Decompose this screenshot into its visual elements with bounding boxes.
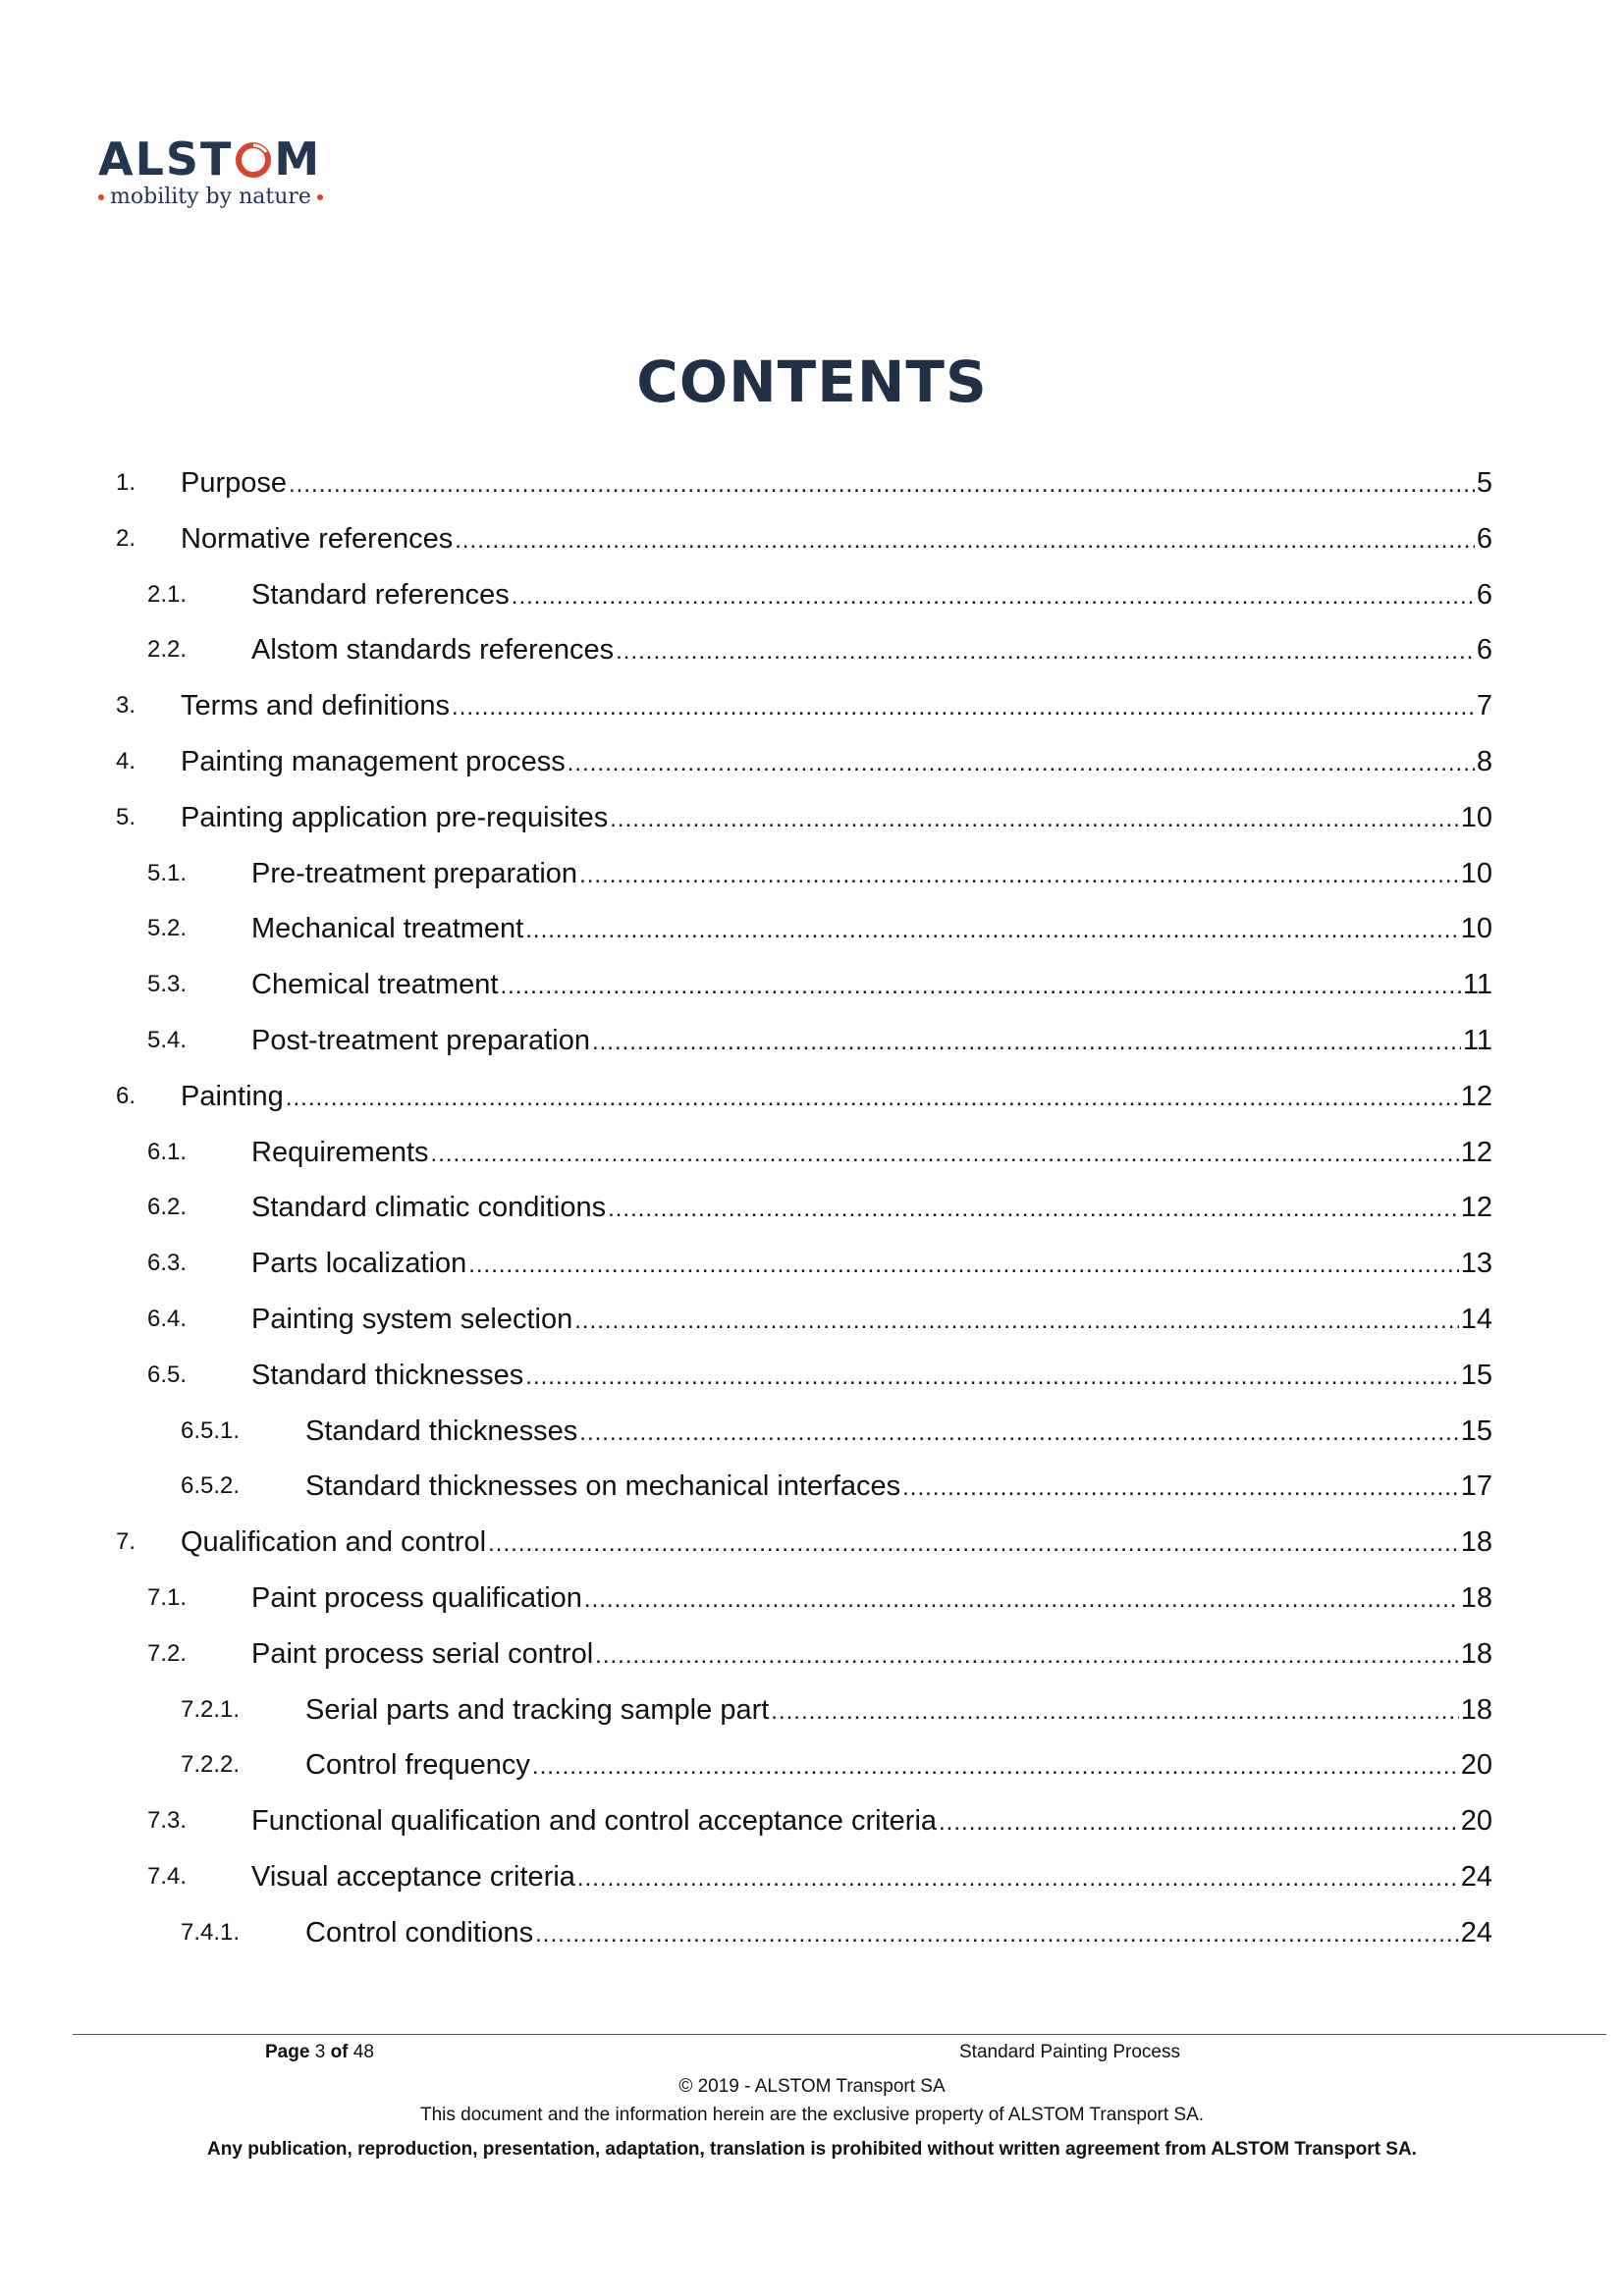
toc-entry-title: Purpose [181, 467, 288, 499]
toc-dot-leader [488, 1524, 1459, 1564]
toc-entry[interactable] [147, 1578, 1492, 1618]
toc-entry-title: Painting system selection [251, 1304, 573, 1335]
toc-entry-page: 11 [1462, 969, 1492, 1001]
toc-entry-number: 2.2. [147, 636, 188, 664]
logo-swirl-icon [234, 139, 273, 179]
toc-entry-title: Qualification and control [181, 1526, 487, 1559]
toc-dot-leader [592, 1023, 1461, 1062]
toc-entry-title: Requirements [251, 1136, 429, 1168]
toc-entry-number: 7.2. [147, 1639, 188, 1667]
toc-entry-number: 5. [116, 803, 136, 830]
toc-entry-title: Visual acceptance criteria [251, 1861, 575, 1893]
toc-dot-leader [500, 967, 1460, 1006]
toc-entry-title: Painting management process [181, 746, 566, 777]
toc-entry[interactable] [147, 909, 1492, 948]
toc-entry[interactable] [181, 1690, 1492, 1730]
footer-page-info [265, 2042, 374, 2063]
toc-entry[interactable] [147, 1133, 1492, 1172]
toc-entry-page: 5 [1476, 467, 1492, 499]
toc-dot-leader [608, 1190, 1459, 1229]
footer-page-label: Page [265, 2042, 310, 2062]
tagline-dot-left [98, 194, 104, 200]
toc-entry-page: 15 [1460, 1359, 1492, 1391]
logo-text-start: ALST [98, 133, 234, 186]
logo-text-end: M [274, 133, 322, 186]
toc-entry-title: Paint process qualification [251, 1582, 582, 1614]
toc-entry-page: 12 [1460, 1192, 1492, 1224]
toc-entry-page: 7 [1476, 690, 1492, 722]
footer-divider [73, 2034, 1606, 2035]
toc-entry-page: 18 [1460, 1582, 1492, 1614]
toc-dot-leader [610, 800, 1458, 839]
toc-entry-page: 13 [1460, 1248, 1492, 1280]
toc-entry-number: 6.5.2. [181, 1472, 241, 1500]
toc-entry-title: Standard thicknesses on mechanical interfaces [305, 1470, 901, 1503]
toc-entry-number: 7.1. [147, 1584, 188, 1611]
toc-entry-page: 24 [1460, 1916, 1492, 1949]
toc-dot-leader [512, 577, 1475, 616]
toc-entry-number: 6.1. [147, 1138, 188, 1165]
toc-entry-number: 6.4. [147, 1306, 188, 1332]
toc-entry-title: Painting application pre-requisites [181, 801, 609, 833]
footer-prohibition-notice: Any publication, reproduction, presentation, adaptation, translation is prohibited without written agreement from ALSTOM Transport SA. [207, 2139, 1417, 2160]
toc-entry-page: 8 [1476, 746, 1492, 777]
alstom-logo [98, 135, 334, 216]
toc-entry[interactable] [181, 1745, 1492, 1785]
toc-dot-leader [452, 688, 1475, 727]
toc-entry-number: 2. [116, 524, 136, 552]
toc-entry-page: 12 [1460, 1136, 1492, 1168]
toc-entry[interactable] [147, 1634, 1492, 1674]
toc-entry-page: 14 [1460, 1304, 1492, 1335]
toc-entry-title: Chemical treatment [251, 969, 499, 1001]
toc-entry[interactable] [147, 1356, 1492, 1395]
toc-dot-leader [771, 1692, 1458, 1732]
toc-entry-number: 7.4.1. [181, 1918, 241, 1946]
footer-page-number: 3 [314, 2042, 326, 2062]
toc-entry[interactable] [147, 1188, 1492, 1227]
toc-entry-page: 15 [1460, 1415, 1492, 1447]
toc-entry-page: 6 [1476, 634, 1492, 667]
toc-dot-leader [455, 521, 1475, 561]
toc-entry-number: 6.3. [147, 1250, 188, 1277]
tagline-dot-right [317, 194, 323, 200]
toc-entry-number: 7. [116, 1528, 136, 1556]
logo-tagline: mobility by nature [110, 185, 311, 209]
toc-entry[interactable] [116, 686, 1492, 725]
toc-entry[interactable] [116, 1077, 1492, 1116]
toc-dot-leader [525, 1358, 1458, 1397]
toc-entry[interactable] [116, 1522, 1492, 1562]
footer-copyright: © 2019 - ALSTOM Transport SA [678, 2076, 946, 2097]
toc-entry[interactable] [147, 1857, 1492, 1896]
toc-entry-number: 6. [116, 1082, 136, 1109]
toc-dot-leader [574, 1302, 1459, 1341]
toc-entry-page: 17 [1460, 1470, 1492, 1503]
toc-dot-leader [902, 1468, 1459, 1508]
toc-entry-title: Terms and definitions [181, 690, 451, 722]
toc-dot-leader [579, 856, 1459, 895]
toc-entry-title: Functional qualification and control acceptance criteria [251, 1805, 938, 1838]
toc-entry-title: Normative references [181, 522, 454, 555]
toc-entry[interactable] [147, 1244, 1492, 1283]
footer-of-label: of [330, 2042, 349, 2062]
toc-entry-number: 4. [116, 748, 136, 774]
toc-entry-title: Parts localization [251, 1248, 467, 1280]
toc-entry-title: Standard references [251, 578, 510, 611]
toc-dot-leader [468, 1246, 1459, 1285]
toc-entry[interactable] [116, 519, 1492, 559]
toc-entry-page: 18 [1460, 1693, 1492, 1726]
toc-entry-page: 24 [1460, 1861, 1492, 1893]
toc-dot-leader [579, 1414, 1458, 1453]
toc-entry-page: 6 [1476, 522, 1492, 555]
toc-entry-page: 18 [1460, 1526, 1492, 1559]
toc-entry-number: 6.5. [147, 1361, 188, 1388]
toc-entry-title: Mechanical treatment [251, 913, 524, 945]
footer-property-notice: This document and the information herein are the exclusive property of ALSTOM Transport SA. [419, 2105, 1205, 2125]
toc-entry[interactable] [147, 1300, 1492, 1339]
toc-dot-leader [532, 1747, 1459, 1787]
toc-entry-page: 10 [1460, 857, 1492, 889]
toc-dot-leader [577, 1859, 1459, 1898]
toc-entry[interactable] [181, 1913, 1492, 1952]
toc-entry-number: 7.2.2. [181, 1751, 241, 1779]
toc-entry-title: Painting [181, 1080, 284, 1112]
toc-dot-leader [595, 1636, 1459, 1676]
toc-entry-number: 2.1. [147, 580, 188, 608]
toc-entry-number: 3. [116, 692, 136, 720]
toc-entry-title: Pre-treatment preparation [251, 857, 578, 889]
toc-entry[interactable] [147, 1801, 1492, 1841]
toc-entry[interactable] [147, 854, 1492, 893]
toc-entry[interactable] [147, 965, 1492, 1004]
toc-entry-page: 10 [1460, 801, 1492, 833]
toc-entry-title: Standard thicknesses [251, 1359, 524, 1391]
toc-dot-leader [525, 911, 1458, 950]
footer-total-pages: 48 [352, 2042, 374, 2062]
toc-entry-title: Alstom standards references [251, 634, 615, 667]
toc-entry[interactable] [116, 798, 1492, 837]
toc-entry-title: Control conditions [305, 1916, 534, 1949]
toc-entry-page: 20 [1460, 1805, 1492, 1838]
toc-entry-page: 20 [1460, 1749, 1492, 1782]
toc-dot-leader [286, 1079, 1459, 1118]
logo-tagline-row [98, 185, 334, 209]
toc-dot-leader [431, 1135, 1459, 1174]
toc-entry[interactable] [116, 742, 1492, 781]
toc-dot-leader [939, 1803, 1459, 1842]
toc-entry[interactable] [181, 1412, 1492, 1451]
toc-entry-number: 7.2.1. [181, 1695, 241, 1723]
footer-document-title: Standard Painting Process [959, 2042, 1180, 2062]
toc-entry-number: 6.5.1. [181, 1416, 241, 1444]
toc-entry-number: 1. [116, 469, 136, 496]
toc-entry[interactable] [147, 630, 1492, 669]
toc-entry[interactable] [147, 1021, 1492, 1060]
toc-dot-leader [568, 744, 1475, 783]
toc-entry-title: Control frequency [305, 1749, 530, 1782]
toc-entry-number: 7.4. [147, 1863, 188, 1890]
toc-entry-title: Serial parts and tracking sample part [305, 1693, 770, 1726]
logo-wordmark [98, 133, 334, 186]
toc-entry-number: 5.1. [147, 859, 188, 886]
toc-dot-leader [584, 1580, 1459, 1620]
toc-entry-page: 6 [1476, 578, 1492, 611]
toc-dot-leader [535, 1915, 1459, 1954]
toc-entry-page: 18 [1460, 1637, 1492, 1670]
toc-entry[interactable] [147, 575, 1492, 614]
toc-entry-page: 12 [1460, 1080, 1492, 1112]
toc-entry-title: Post-treatment preparation [251, 1025, 590, 1056]
toc-entry-title: Standard thicknesses [305, 1415, 578, 1447]
toc-entry-number: 5.3. [147, 971, 188, 998]
toc-entry-page: 11 [1462, 1025, 1492, 1056]
toc-dot-leader [616, 632, 1475, 671]
toc-dot-leader [289, 465, 1475, 505]
toc-entry-title: Paint process serial control [251, 1637, 594, 1670]
toc-entry[interactable] [181, 1467, 1492, 1506]
toc-entry-title: Standard climatic conditions [251, 1192, 607, 1224]
toc-entry-number: 5.2. [147, 915, 188, 942]
toc-entry-page: 10 [1460, 913, 1492, 945]
page-title: CONTENTS [636, 348, 988, 415]
toc-entry-number: 6.2. [147, 1194, 188, 1221]
toc-entry-number: 7.3. [147, 1807, 188, 1835]
toc-entry[interactable] [116, 463, 1492, 503]
toc-entry-number: 5.4. [147, 1027, 188, 1053]
